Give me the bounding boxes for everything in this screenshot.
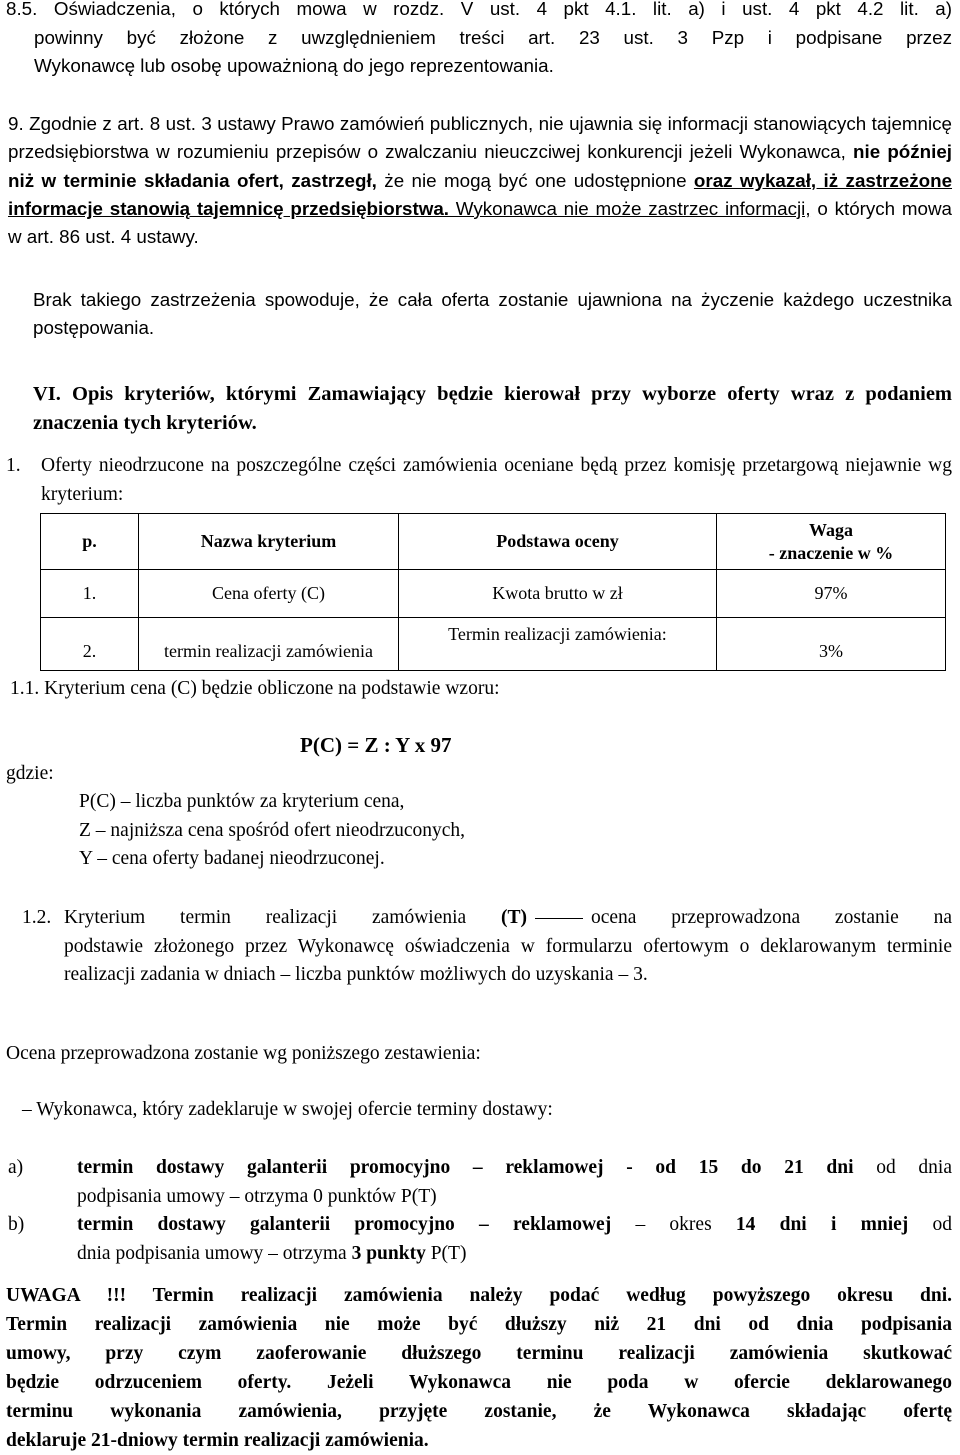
definitions [79,788,952,874]
definition: Y – cena oferty badanej nieodrzuconej. [79,848,385,870]
ocena-line: Ocena przeprowadzona zostanie wg poniższego zestawienia: [6,1043,481,1064]
section-9-note: Brak takiego zastrzeżenia spowoduje, że cała oferta zostanie ujawniona na życzenie każdego uczestnika postępowania. [33,289,952,339]
list-item: termin dostawy galanterii promocyjno – reklamowej – okres 14 dni i mniej od dnia podpisania umowy – otrzyma 3 punkty P(T) [77,1214,952,1264]
table-cell: 1. [41,570,139,618]
uwaga-block [6,1282,952,1455]
section-8-5 [6,0,952,81]
table-cell: 2. [41,618,139,671]
uwaga-line: terminu wykonania zamówienia, przyjęte zostanie, że Wykonawca składając ofertę [6,1400,952,1422]
uwaga-line: UWAGA !!! Termin realizacji zamówienia należy podać według powyższego okresu dni. [6,1285,952,1306]
table-row [41,618,946,671]
long-dash [535,918,583,919]
para-line: Wykonawcę lub osobę upoważnioną do jego reprezentowania. [34,55,554,77]
table-cell: Cena oferty (C) [139,570,399,618]
item-label: b) [8,1214,25,1235]
table-header-cell: Podstawa oceny [399,514,717,570]
table-header-cell: p. [41,514,139,570]
criterion-1-2: 1.2. Kryterium termin realizacji zamówienia (T) ocena przeprowadzona zostanie na podstawie złożonego przez Wykonawcę oświadczenia w formularzu ofertowym o deklarowanym terminie realizacji zadania w dniach – liczba punktów możliwych do uzyskania – 3. [22,907,953,986]
table-header-cell: Nazwa kryterium [139,514,399,570]
table-header-cell: Waga - znaczenie w % [717,514,946,570]
table-header-row [41,514,946,570]
section-9-lead: 9. Zgodnie z art. 8 ust. [8,113,196,134]
list-item: termin dostawy galanterii promocyjno – reklamowej - od 15 do 21 dni od dnia podpisania umowy – otrzyma 0 punktów P(T) [77,1157,953,1207]
table-cell: Termin realizacji zamówienia: [399,618,717,671]
section-VI-heading: VI. Opis kryteriów, którymi Zamawiający będzie kierował przy wyborze oferty wraz z podaniem znaczenia tych kryteriów. [33,383,952,434]
table-cell: 3% [717,618,946,671]
table-cell: Kwota brutto w zł [399,570,717,618]
para-line: 8.5. Oświadczenia, o których mowa w rozdz. V ust. 4 pkt 4.1. lit. a) i ust. 4 pkt 4.2 lit. a) [6,0,952,19]
table-row [41,570,946,618]
section-9: 9. Zgodnie z art. 8 ust. 3 ustawy Prawo zamówień publicznych, nie ujawnia się informacji stanowiących tajemnicę przedsiębiorstwa w rozumieniu przepisów o zwalczaniu nieuczciwej konkurencji jeżeli Wykonawca, nie później niż w terminie składania ofert, zastrzegł, że nie mogą być one udostępnione oraz wykazał, iż zastrzeżone informacje stanowią tajemnicę przedsiębiorstwa. Wykonawca nie może zastrzec informacji, o których mowa w art. 86 ust. 4 ustawy. [8,113,953,248]
uwaga-line: umowy, przy czym zaoferowanie dłuższego terminu realizacji zamówienia skutkować [6,1342,952,1364]
table-cell: termin realizacji zamówienia [139,618,399,671]
gdzie-label: gdzie: [6,763,54,784]
uwaga-line: Termin realizacji zamówienia nie może być dłuższy niż 21 dni od dnia podpisania [6,1313,952,1335]
uwaga-line: będzie odrzuceniem oferty. Jeżeli Wykonawca nie poda w ofercie deklarowanego [6,1371,952,1393]
criterion-1-1-intro: 1.1. Kryterium cena (C) będzie obliczone na podstawie wzoru: [10,678,500,699]
definition: Z – najniższa cena spośród ofert nieodrzuconych, [79,819,466,841]
formula: P(C) = Z : Y x 97 [300,733,452,757]
wykonawca-line: – Wykonawca, który zadeklaruje w swojej ofercie terminy dostawy: [22,1099,553,1120]
item-label: a) [8,1157,24,1178]
table-cell: 97% [717,570,946,618]
uwaga-line: deklaruje 21-dniowy termin realizacji zamówienia. [6,1429,429,1451]
criteria-table [40,513,946,671]
para-line: powinny być złożone z uwzględnieniem treści art. 23 ust. 3 Pzp i podpisane przez [34,26,952,48]
definition: P(C) – liczba punktów za kryterium cena, [79,791,405,812]
section-VI-p1: 1. Oferty nieodrzucone na poszczególne części zamówienia oceniane będą przez komisję przetargową niejawnie wg kryterium: [6,455,952,505]
